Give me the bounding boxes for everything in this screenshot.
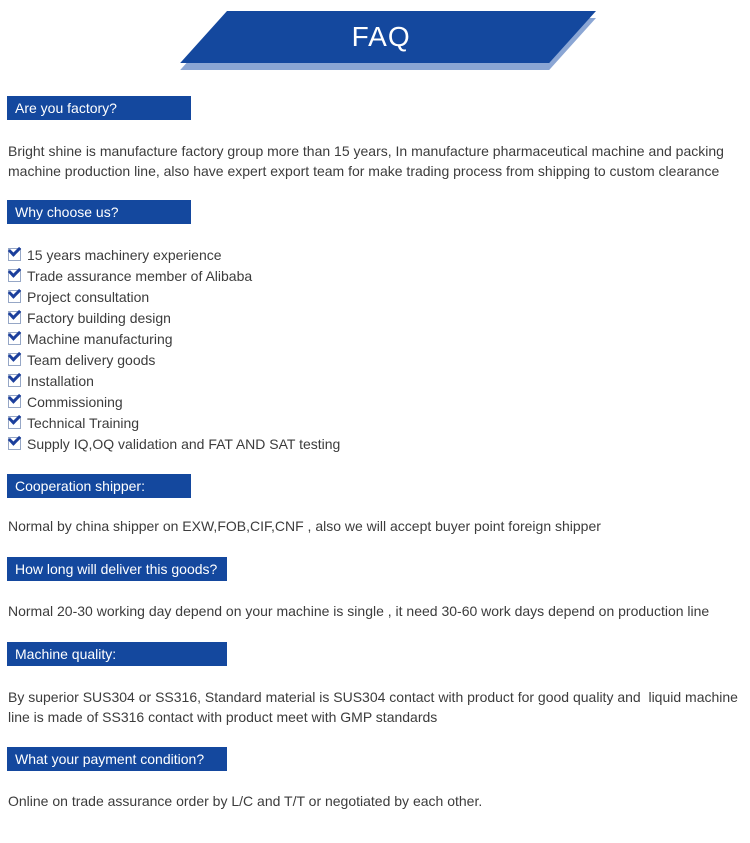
checklist-item-label: Project consultation <box>27 288 150 305</box>
checklist-item-label: Commissioning <box>27 393 123 410</box>
section-header-are-you-factory: Are you factory? <box>7 96 191 120</box>
section-header-payment-condition: What your payment condition? <box>7 747 227 771</box>
section-body-delivery-time: Normal 20-30 working day depend on your machine is single , it need 30-60 work days depend on production line <box>8 603 710 619</box>
checkmark-icon <box>8 432 21 445</box>
checked-checkbox-icon <box>8 374 21 387</box>
checklist-item <box>8 244 508 265</box>
section-header-cooperation-shipper: Cooperation shipper: <box>7 474 191 498</box>
faq-banner-ribbon <box>180 11 596 63</box>
faq-banner-title: FAQ <box>351 21 411 52</box>
checkmark-icon <box>8 390 21 403</box>
checklist-item-label: Installation <box>27 372 94 389</box>
checked-checkbox-icon <box>8 353 21 366</box>
checklist-item-label: 15 years machinery experience <box>27 246 222 263</box>
checkmark-icon <box>8 369 21 382</box>
checklist-item <box>8 328 508 349</box>
checklist-item <box>8 412 508 433</box>
checked-checkbox-icon <box>8 395 21 408</box>
checklist-item-label: Team delivery goods <box>27 351 156 368</box>
checked-checkbox-icon <box>8 416 21 429</box>
section-body-machine-quality: By superior SUS304 or SS316, Standard material is SUS304 contact with product for good quality and liquid machine line is made of SS316 contact with product meet with GMP standards <box>8 689 742 725</box>
checklist-item <box>8 370 508 391</box>
checklist-item <box>8 433 508 454</box>
checklist-item-label: Technical Training <box>27 414 140 431</box>
checklist-item <box>8 391 508 412</box>
section-body-are-you-factory: Bright shine is manufacture factory group more than 15 years, In manufacture pharmaceutical machine and packing machine production line, also have expert export team for make trading process from shipping to custom clearance <box>8 143 728 179</box>
checked-checkbox-icon <box>8 311 21 324</box>
section-header-delivery-time: How long will deliver this goods? <box>7 557 227 581</box>
section-header-why-choose-us: Why choose us? <box>7 200 191 224</box>
checked-checkbox-icon <box>8 437 21 450</box>
checkmark-icon <box>8 306 21 319</box>
checked-checkbox-icon <box>8 248 21 261</box>
why-choose-us-checklist <box>8 244 508 454</box>
checklist-item <box>8 265 508 286</box>
faq-banner <box>0 0 750 80</box>
checklist-item-label: Supply IQ,OQ validation and FAT AND SAT testing <box>27 435 341 452</box>
checklist-item-label: Factory building design <box>27 309 171 326</box>
checkmark-icon <box>8 411 21 424</box>
checklist-item <box>8 349 508 370</box>
checkmark-icon <box>8 285 21 298</box>
checked-checkbox-icon <box>8 332 21 345</box>
checklist-item-label: Machine manufacturing <box>27 330 173 347</box>
checklist-item-label: Trade assurance member of Alibaba <box>27 267 253 284</box>
section-body-cooperation-shipper: Normal by china shipper on EXW,FOB,CIF,CNF , also we will accept buyer point foreign shipper <box>8 518 601 534</box>
checkmark-icon <box>8 243 21 256</box>
checklist-item <box>8 307 508 328</box>
section-header-machine-quality: Machine quality: <box>7 642 227 666</box>
checkmark-icon <box>8 348 21 361</box>
checkmark-icon <box>8 264 21 277</box>
checked-checkbox-icon <box>8 269 21 282</box>
checkmark-icon <box>8 327 21 340</box>
section-body-payment-condition: Online on trade assurance order by L/C and T/T or negotiated by each other. <box>8 793 483 809</box>
checklist-item <box>8 286 508 307</box>
checked-checkbox-icon <box>8 290 21 303</box>
